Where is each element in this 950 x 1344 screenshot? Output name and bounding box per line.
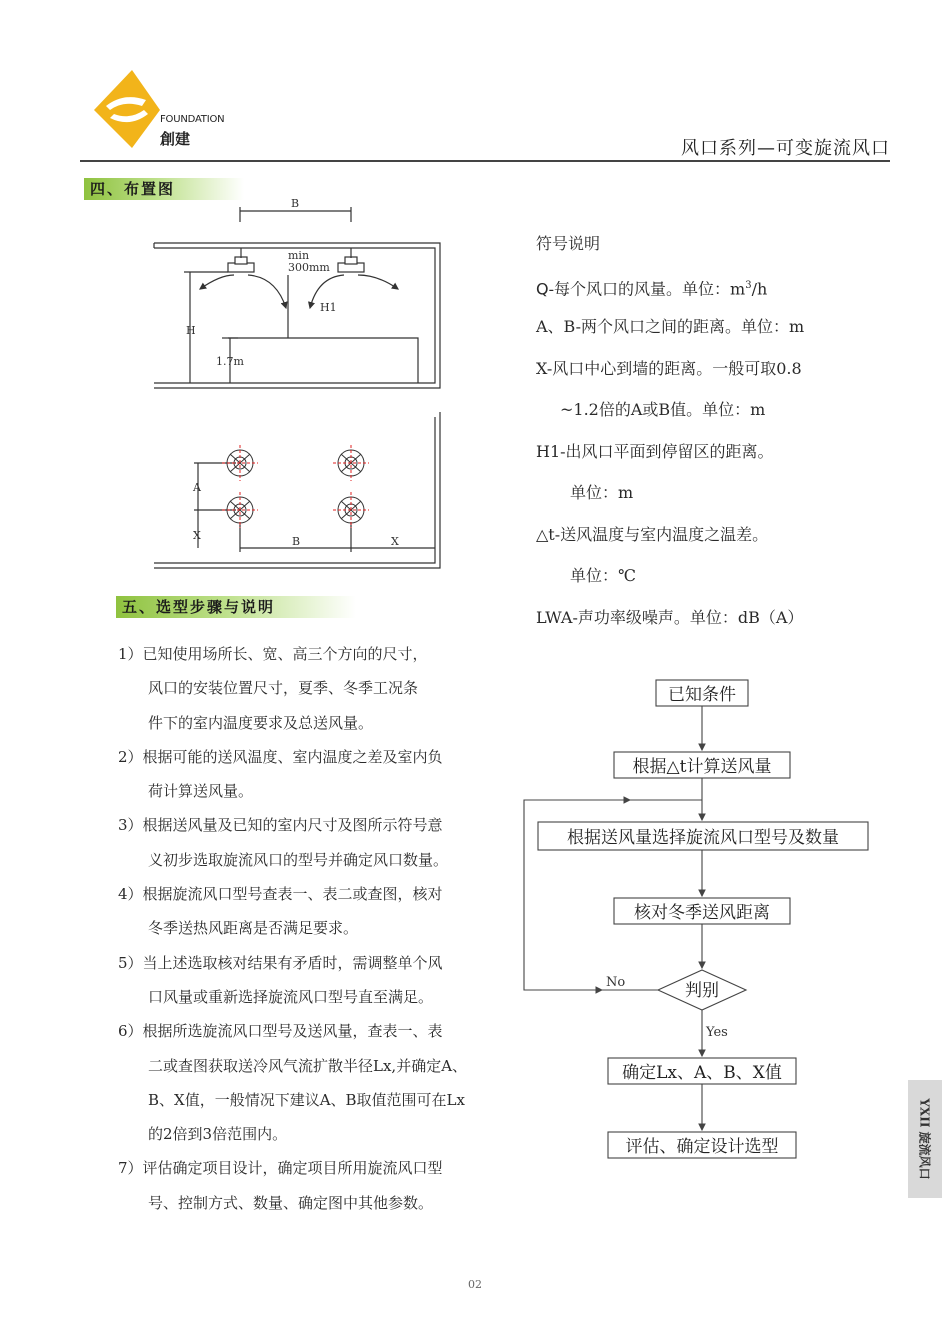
flow-label-known: 已知条件 (668, 685, 736, 705)
legend-item-h1: H1-出风口平面到停留区的距离。 (536, 441, 774, 461)
step-line: 5）当上述选取核对结果有矛盾时，需调整单个风 (118, 953, 443, 972)
dim-label-x-left: X (193, 529, 201, 542)
step-line: 冬季送热风距离是否满足要求。 (148, 919, 359, 938)
dim-label-300mm: 300mm (288, 261, 330, 274)
dim-label-a: A (193, 481, 201, 494)
legend-q-text: -每个风口的风量。单位：m (548, 278, 746, 298)
legend-title: 符号说明 (536, 234, 601, 253)
step-line: 荷计算送风量。 (148, 782, 254, 801)
side-tab (908, 1080, 942, 1198)
step-line: 风口的安装位置尺寸，夏季、冬季工况条 (148, 679, 419, 698)
page-number: 02 (468, 1278, 482, 1291)
flow-label-calc: 根据△t计算送风量 (632, 757, 772, 777)
step-line: B、X值，一般情况下建议A、B取值范围可在Lx (148, 1090, 465, 1109)
foundation-logo (94, 70, 160, 150)
step-line: 义初步选取旋流风口的型号并确定风口数量。 (148, 850, 449, 869)
legend-item-dt-unit: 单位：℃ (570, 566, 636, 585)
flow-label-select: 根据送风量选择旋流风口型号及数量 (567, 828, 839, 848)
dim-label-1-7m: 1.7m (216, 355, 244, 368)
flow-label-judge: 判别 (685, 981, 719, 1001)
flow-label-determine: 确定Lx、A、B、X值 (622, 1063, 782, 1083)
legend-q-symbol: Q (536, 278, 549, 298)
side-tab-label: YXII 旋流风口 (917, 1098, 932, 1180)
step-line: 号、控制方式、数量、确定图中其他参数。 (148, 1193, 434, 1212)
step-line: 3）根据送风量及已知的室内尺寸及图所示符号意 (118, 816, 443, 835)
legend-item-h1-unit: 单位：m (570, 483, 634, 502)
flow-label-no: No (606, 975, 626, 990)
symbol-legend (536, 232, 876, 647)
flow-label-yes: Yes (706, 1025, 728, 1040)
diffuser-plan-symbols (222, 445, 369, 528)
header-divider (80, 160, 890, 162)
legend-item-x: X-风口中心到墙的距离。一般可取0.8 (536, 358, 802, 378)
legend-item-x-cont: ~1.2倍的A或B值。单位：m (560, 400, 766, 419)
step-line: 4）根据旋流风口型号查表一、表二或查图，核对 (118, 885, 443, 904)
step-line: 1）已知使用场所长、宽、高三个方向的尺寸， (118, 645, 428, 663)
page-title: 风口系列—可变旋流风口 (681, 138, 890, 159)
legend-q-superscript: 3 (745, 279, 752, 291)
step-line: 件下的室内温度要求及总送风量。 (148, 713, 374, 732)
legend-item-lwa: LWA-声功率级噪声。单位：dB（A） (536, 607, 804, 627)
brand-name-en: FOUNDATION (160, 114, 225, 125)
brand-name-cn: 創建 (160, 130, 191, 148)
flow-label-check: 核对冬季送风距离 (634, 903, 770, 923)
dim-label-h: H (186, 324, 196, 337)
step-line: 口风量或重新选择旋流风口型号直至满足。 (148, 987, 434, 1006)
dim-label-b-plan: B (292, 535, 301, 548)
step-line: 7）评估确定项目设计，确定项目所用旋流风口型 (118, 1159, 443, 1178)
section-title-layout: 四、布置图 (84, 178, 244, 200)
legend-q-unit: /h (751, 278, 768, 298)
legend-item-ab: A、B-两个风口之间的距离。单位：m (536, 317, 805, 336)
selection-flowchart (518, 672, 878, 1172)
step-line: 的2倍到3倍范围内。 (148, 1125, 288, 1144)
step-line: 二或查图获取送冷风气流扩散半径Lx,并确定A、 (148, 1056, 468, 1075)
step-line: 2）根据可能的送风温度、室内温度之差及室内负 (118, 747, 443, 766)
step-line: 6）根据所选旋流风口型号及送风量，查表一、表 (118, 1022, 443, 1041)
dim-label-b-top: B (291, 197, 300, 210)
dim-label-h1: H1 (320, 301, 337, 314)
dim-label-x-right: X (391, 535, 399, 548)
legend-item-dt: △t-送风温度与室内温度之温差。 (536, 524, 769, 544)
section-title-selection: 五、选型步骤与说明 (116, 596, 356, 618)
legend-item-q (536, 274, 876, 316)
selection-steps (118, 642, 518, 1225)
layout-diagram (148, 192, 448, 580)
flow-label-evaluate: 评估、确定设计选型 (625, 1137, 779, 1157)
dim-label-min: min (288, 249, 310, 262)
